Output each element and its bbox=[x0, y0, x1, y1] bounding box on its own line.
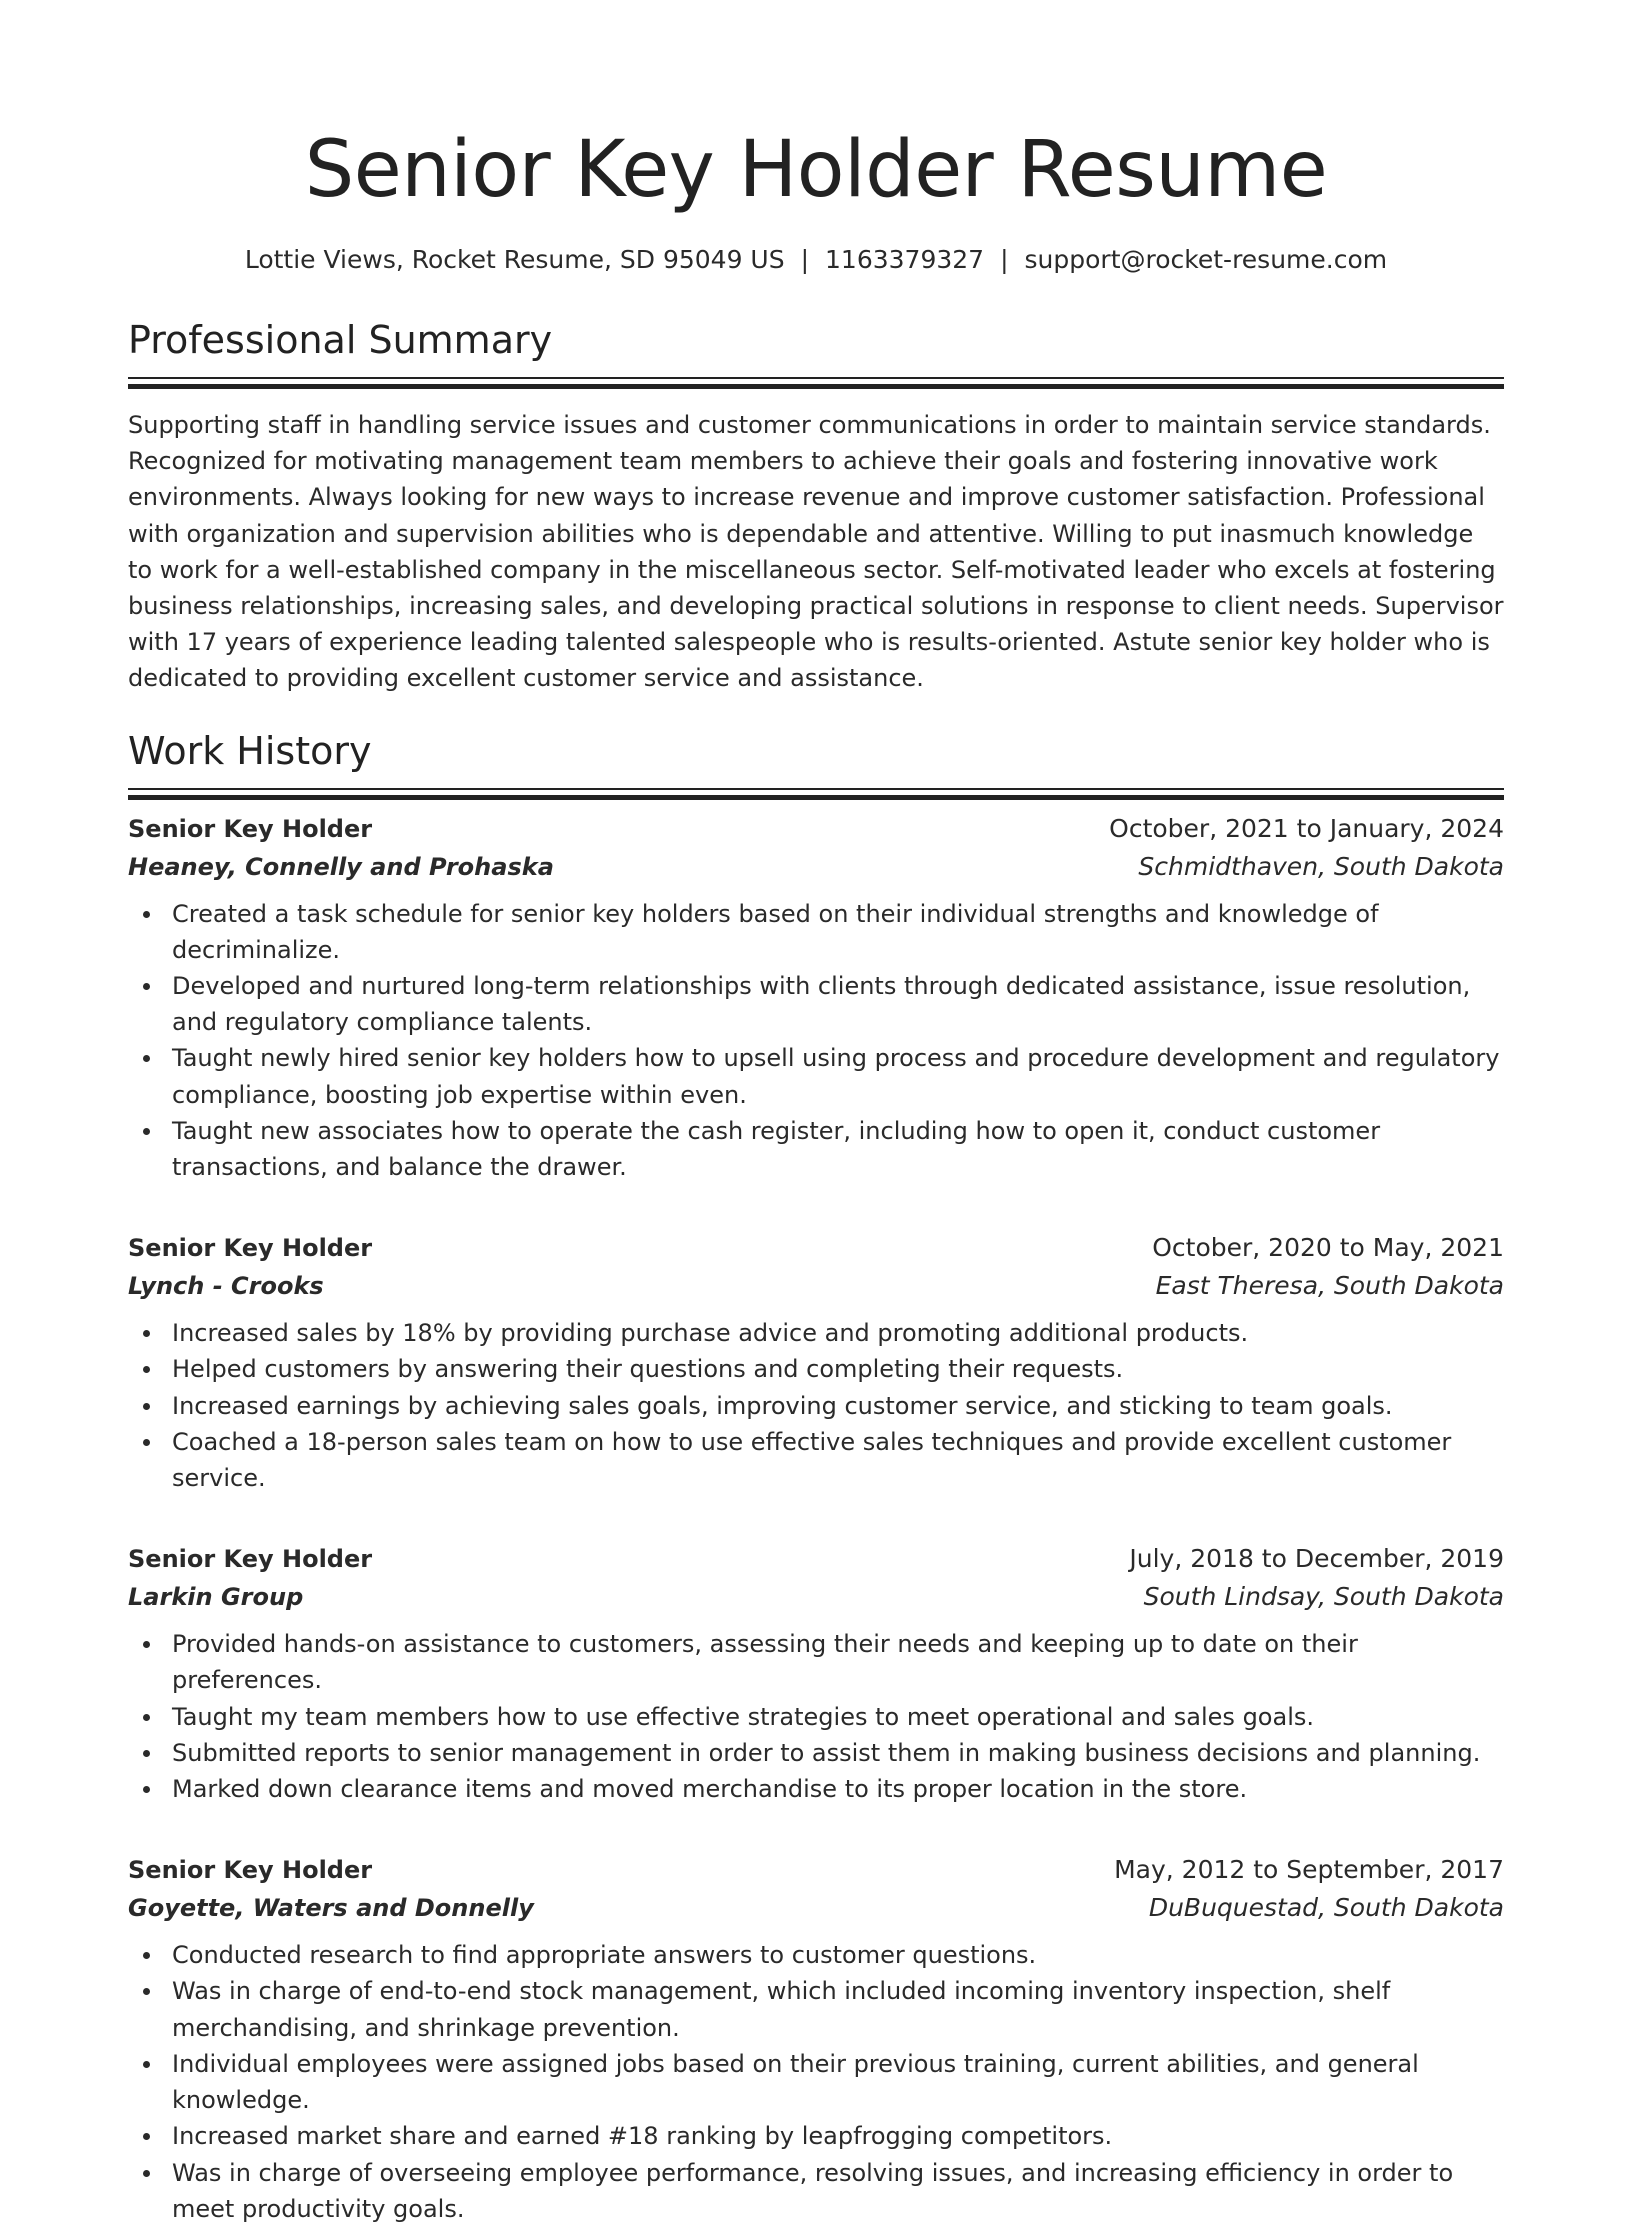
job-title: Senior Key Holder bbox=[128, 1545, 373, 1574]
job-bullet-item: Submitted reports to senior management in order to assist them in making business decisions and planning. bbox=[128, 1735, 1504, 1771]
job-bullets bbox=[128, 1315, 1504, 1496]
job-dates: October, 2021 to January, 2024 bbox=[1109, 813, 1504, 843]
job-bullet-item: Developed and nurtured long-term relationships with clients through dedicated assistance, issue resolution, and regulatory compliance talents. bbox=[128, 968, 1504, 1040]
job-title-row bbox=[128, 1851, 1504, 1889]
job-bullet-item: Increased earnings by achieving sales goals, improving customer service, and sticking to team goals. bbox=[128, 1388, 1504, 1424]
work-history-list bbox=[128, 810, 1504, 2227]
job-bullet-item: Conducted research to find appropriate answers to customer questions. bbox=[128, 1937, 1504, 1973]
job-title-row bbox=[128, 810, 1504, 848]
job-company-row bbox=[128, 1578, 1504, 1616]
contact-line bbox=[128, 244, 1504, 276]
contact-separator: | bbox=[800, 245, 810, 274]
job-location: Schmidthaven, South Dakota bbox=[1138, 851, 1504, 881]
job-bullet-item: Helped customers by answering their questions and completing their requests. bbox=[128, 1351, 1504, 1387]
job-company: Larkin Group bbox=[128, 1583, 304, 1612]
job-company-row bbox=[128, 848, 1504, 886]
job-bullet-item: Increased sales by 18% by providing purchase advice and promoting additional products. bbox=[128, 1315, 1504, 1351]
job-title-row bbox=[128, 1229, 1504, 1267]
job-title: Senior Key Holder bbox=[128, 1856, 373, 1885]
contact-phone: 1163379327 bbox=[825, 245, 985, 274]
job-company: Goyette, Waters and Donnelly bbox=[128, 1894, 534, 1923]
job-bullets bbox=[128, 1626, 1504, 1807]
job-entry bbox=[128, 810, 1504, 1186]
job-bullet-item: Taught new associates how to operate the cash register, including how to open it, conduct customer transactions, and balance the drawer. bbox=[128, 1113, 1504, 1185]
job-entry bbox=[128, 1229, 1504, 1496]
section-divider bbox=[128, 377, 1504, 379]
contact-address: Lottie Views, Rocket Resume, SD 95049 US bbox=[244, 245, 785, 274]
job-entry bbox=[128, 1540, 1504, 1807]
resume-title: Senior Key Holder Resume bbox=[304, 125, 1328, 215]
job-location: DuBuquestad, South Dakota bbox=[1148, 1893, 1504, 1923]
summary-heading: Professional Summary bbox=[128, 318, 553, 362]
job-bullet-item: Was in charge of end-to-end stock management, which included incoming inventory inspection, shelf merchandising, and shrinkage prevention. bbox=[128, 1973, 1504, 2045]
job-location: East Theresa, South Dakota bbox=[1155, 1271, 1504, 1301]
job-bullets bbox=[128, 1937, 1504, 2227]
summary-text: Supporting staff in handling service issues and customer communications in order to maintain service standards. Recognized for motivating management team members to achieve their goals and fostering innovative work environments. Always looking for new ways to increase revenue and improve customer satisfaction. Professional with organization and supervision abilities who is dependable and attentive. Willing to put inasmuch knowledge to work for a well-established company in the miscellaneous sector. Self-motivated leader who excels at fostering business relationships, increasing sales, and developing practical solutions in response to client needs. Supervisor with 17 years of experience leading talented salespeople who is results-oriented. Astute senior key holder who is dedicated to providing excellent customer service and assistance. bbox=[128, 411, 1504, 693]
job-bullet-item: Coached a 18-person sales team on how to use effective sales techniques and provide excellent customer service. bbox=[128, 1424, 1504, 1496]
contact-separator: | bbox=[1000, 245, 1009, 274]
job-company: Lynch - Crooks bbox=[128, 1272, 324, 1301]
job-bullet-item: Was in charge of overseeing employee performance, resolving issues, and increasing efficiency in order to meet productivity goals. bbox=[128, 2155, 1504, 2227]
work-history-heading: Work History bbox=[128, 728, 372, 773]
job-bullets bbox=[128, 896, 1504, 1186]
job-title: Senior Key Holder bbox=[128, 1234, 373, 1263]
contact-email: support@rocket-resume.com bbox=[1024, 245, 1388, 274]
job-bullet-item: Taught my team members how to use effective strategies to meet operational and sales goals. bbox=[128, 1699, 1504, 1735]
job-bullet-item: Marked down clearance items and moved merchandise to its proper location in the store. bbox=[128, 1771, 1504, 1807]
job-company-row bbox=[128, 1267, 1504, 1305]
job-location: South Lindsay, South Dakota bbox=[1143, 1582, 1504, 1612]
job-dates: October, 2020 to May, 2021 bbox=[1152, 1233, 1504, 1263]
job-company-row bbox=[128, 1889, 1504, 1927]
job-bullet-item: Provided hands-on assistance to customers, assessing their needs and keeping up to date on their preferences. bbox=[128, 1626, 1504, 1698]
job-title-row bbox=[128, 1540, 1504, 1578]
job-bullet-item: Taught newly hired senior key holders how to upsell using process and procedure development and regulatory compliance, boosting job expertise within even. bbox=[128, 1040, 1504, 1112]
job-bullet-item: Increased market share and earned #18 ranking by leapfrogging competitors. bbox=[128, 2118, 1504, 2154]
job-bullet-item: Created a task schedule for senior key holders based on their individual strengths and knowledge of decriminalize. bbox=[128, 896, 1504, 968]
job-entry bbox=[128, 1851, 1504, 2227]
job-title: Senior Key Holder bbox=[128, 814, 373, 843]
section-divider bbox=[128, 788, 1504, 790]
job-company: Heaney, Connelly and Prohaska bbox=[128, 852, 554, 881]
job-bullet-item: Individual employees were assigned jobs based on their previous training, current abilities, and general knowledge. bbox=[128, 2046, 1504, 2118]
job-dates: July, 2018 to December, 2019 bbox=[1129, 1544, 1504, 1574]
resume-page bbox=[128, 0, 1504, 2227]
job-dates: May, 2012 to September, 2017 bbox=[1114, 1855, 1504, 1885]
